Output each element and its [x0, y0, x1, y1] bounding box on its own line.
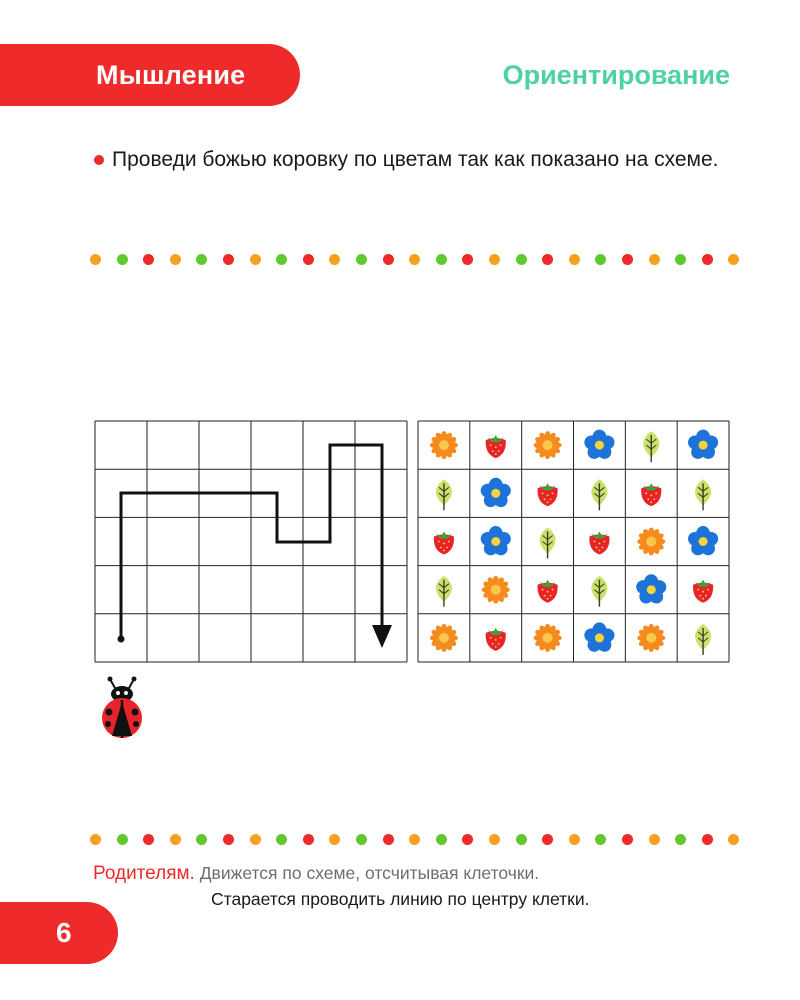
divider-dot [675, 834, 686, 845]
dotted-divider-top [90, 254, 740, 266]
dotted-divider-bottom [90, 834, 740, 846]
divider-dot [702, 254, 713, 265]
blue-flower-icon [634, 574, 668, 606]
path-start-dot [118, 636, 125, 643]
divider-dot [595, 254, 606, 265]
divider-dot [170, 254, 181, 265]
divider-dot [90, 254, 101, 265]
divider-dot [728, 254, 739, 265]
strawberry-icon [538, 483, 558, 506]
topic-title: Ориентирование [502, 60, 730, 90]
divider-dot [409, 834, 420, 845]
divider-dot [542, 834, 553, 845]
orange-flower-icon [637, 624, 665, 652]
green-leaf-icon [540, 528, 556, 559]
parents-note [93, 862, 589, 911]
orange-flower-icon [482, 576, 510, 604]
divider-dot [356, 834, 367, 845]
divider-dot [569, 834, 580, 845]
green-leaf-icon [695, 624, 711, 655]
divider-dot [649, 254, 660, 265]
divider-dot [489, 254, 500, 265]
divider-dot [143, 254, 154, 265]
bullet-dot [94, 155, 104, 165]
divider-dot [303, 254, 314, 265]
divider-dot [383, 834, 394, 845]
orange-flower-icon [534, 624, 562, 652]
flower-grid-lines [418, 421, 729, 662]
green-leaf-icon [591, 479, 607, 510]
divider-dot [196, 254, 207, 265]
blue-flower-icon [583, 430, 617, 462]
divider-dot [196, 834, 207, 845]
scheme-grid-lines [95, 421, 407, 662]
green-leaf-icon [591, 576, 607, 607]
divider-dot [383, 254, 394, 265]
parents-note-text-2: Старается проводить линию по центру клетки. [211, 889, 590, 909]
divider-dot [223, 834, 234, 845]
divider-dot [250, 254, 261, 265]
divider-dot [516, 834, 527, 845]
strawberry-icon [589, 532, 609, 555]
strawberry-icon [486, 435, 506, 458]
divider-dot [117, 834, 128, 845]
path-scheme [94, 420, 408, 663]
divider-dot [117, 254, 128, 265]
divider-dot [516, 254, 527, 265]
divider-dot [462, 254, 473, 265]
divider-dot [675, 254, 686, 265]
green-leaf-icon [436, 479, 452, 510]
divider-dot [462, 834, 473, 845]
ladybug-icon [98, 676, 146, 745]
divider-dot [90, 834, 101, 845]
flower-grid [417, 420, 730, 663]
divider-dot [170, 834, 181, 845]
blue-flower-icon [686, 526, 720, 558]
divider-dot [595, 834, 606, 845]
divider-dot [728, 834, 739, 845]
divider-dot [542, 254, 553, 265]
orange-flower-icon [637, 528, 665, 556]
parents-label: Родителям. [93, 863, 195, 884]
divider-dot [436, 254, 447, 265]
page-number-tab [0, 902, 118, 964]
strawberry-icon [538, 580, 558, 603]
divider-dot [436, 834, 447, 845]
divider-dot [702, 834, 713, 845]
divider-dot [622, 834, 633, 845]
divider-dot [329, 834, 340, 845]
section-title: Мышление [96, 59, 246, 90]
page-number: 6 [56, 917, 72, 948]
strawberry-icon [641, 483, 661, 506]
divider-dot [143, 834, 154, 845]
blue-flower-icon [479, 526, 513, 558]
divider-dot [649, 834, 660, 845]
divider-dot [276, 834, 287, 845]
section-tab [0, 44, 300, 106]
green-leaf-icon [643, 431, 659, 462]
path-arrow-head [372, 625, 392, 648]
divider-dot [569, 254, 580, 265]
green-leaf-icon [436, 576, 452, 607]
blue-flower-icon [479, 478, 513, 510]
strawberry-icon [486, 628, 506, 651]
instruction-text: Проведи божью коровку по цветам так как показано на схеме. [112, 148, 719, 171]
divider-dot [303, 834, 314, 845]
divider-dot [409, 254, 420, 265]
instruction [88, 145, 728, 174]
blue-flower-icon [686, 430, 720, 462]
parents-note-text: Движется по схеме, отсчитывая клеточки. [199, 863, 540, 883]
orange-flower-icon [430, 624, 458, 652]
divider-dot [223, 254, 234, 265]
orange-flower-icon [534, 431, 562, 459]
orange-flower-icon [430, 431, 458, 459]
strawberry-icon [434, 532, 454, 555]
green-leaf-icon [695, 479, 711, 510]
divider-dot [356, 254, 367, 265]
divider-dot [329, 254, 340, 265]
divider-dot [276, 254, 287, 265]
divider-dot [250, 834, 261, 845]
blue-flower-icon [583, 622, 617, 654]
divider-dot [489, 834, 500, 845]
divider-dot [622, 254, 633, 265]
strawberry-icon [693, 580, 713, 603]
